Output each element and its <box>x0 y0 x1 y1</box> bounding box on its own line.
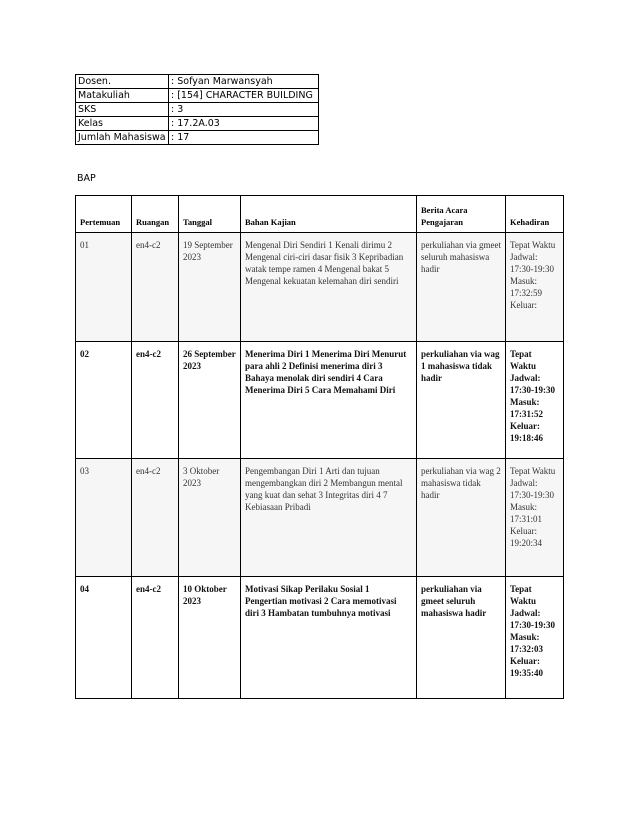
cell-ruangan: en4-c2 <box>132 459 179 577</box>
cell-pertemuan: 01 <box>76 233 132 342</box>
info-value: : 17.2A.03 <box>169 117 319 131</box>
cell-berita: perkuliahan via wag 2 mahasiswa tidak hadir <box>417 459 506 577</box>
info-row <box>76 75 319 89</box>
table-header-row <box>76 196 564 233</box>
cell-pertemuan: 04 <box>76 577 132 699</box>
table-row <box>76 233 564 342</box>
header-bahan-kajian: Bahan Kajian <box>241 196 417 233</box>
cell-ruangan: en4-c2 <box>132 342 179 459</box>
table-row <box>76 459 564 577</box>
info-row <box>76 89 319 103</box>
cell-bahan: Menerima Diri 1 Menerima Diri Menurut para ahli 2 Definisi menerima diri 3 Bahaya menolak diri sendiri 4 Cara Menerima Diri 5 Cara Memahami Diri <box>241 342 417 459</box>
cell-bahan: Pengembangan Diri 1 Arti dan tujuan mengembangkan diri 2 Membangun mental yang kuat dan sehat 3 Integritas diri 4 7 Kebiasaan Pribadi <box>241 459 417 577</box>
info-label: Dosen. <box>76 75 169 89</box>
info-label: Matakuliah <box>76 89 169 103</box>
header-kehadiran: Kehadiran <box>506 196 564 233</box>
cell-bahan: Mengenal Diri Sendiri 1 Kenali dirimu 2 Mengenal ciri-ciri dasar fisik 3 Kepribadian watak tempe ramen 4 Mengenal bakat 5 Mengenal kekuatan kelemahan diri sendiri <box>241 233 417 342</box>
cell-ruangan: en4-c2 <box>132 577 179 699</box>
course-info-table <box>75 74 319 145</box>
info-label: Kelas <box>76 117 169 131</box>
cell-pertemuan: 02 <box>76 342 132 459</box>
bap-title: BAP <box>77 173 96 184</box>
cell-kehadiran: Tepat Waktu Jadwal: 17:30-19:30 Masuk: 17:31:52 Keluar: 19:18:46 <box>506 342 564 459</box>
info-value: : 17 <box>169 131 319 145</box>
cell-pertemuan: 03 <box>76 459 132 577</box>
header-berita-acara: Berita Acara Pengajaran <box>417 196 506 233</box>
info-value: : Sofyan Marwansyah <box>169 75 319 89</box>
cell-bahan: Motivasi Sikap Perilaku Sosial 1 Pengertian motivasi 2 Cara memotivasi diri 3 Hambatan tumbuhnya motivasi <box>241 577 417 699</box>
info-value: : [154] CHARACTER BUILDING <box>169 89 319 103</box>
cell-kehadiran: Tepat Waktu Jadwal: 17:30-19:30 Masuk: 17:31:01 Keluar: 19:20:34 <box>506 459 564 577</box>
table-row <box>76 577 564 699</box>
header-tanggal: Tanggal <box>179 196 241 233</box>
cell-ruangan: en4-c2 <box>132 233 179 342</box>
cell-berita: perkuliahan via wag 1 mahasiswa tidak hadir <box>417 342 506 459</box>
info-value: : 3 <box>169 103 319 117</box>
cell-berita: perkuliahan via gmeet seluruh mahasiswa hadir <box>417 577 506 699</box>
bap-table <box>75 195 564 699</box>
cell-tanggal: 19 September 2023 <box>179 233 241 342</box>
cell-kehadiran: Tepat Waktu Jadwal: 17:30-19:30 Masuk: 17:32:03 Keluar: 19:35:40 <box>506 577 564 699</box>
cell-tanggal: 10 Oktober 2023 <box>179 577 241 699</box>
info-row <box>76 117 319 131</box>
info-label: SKS <box>76 103 169 117</box>
cell-tanggal: 26 September 2023 <box>179 342 241 459</box>
cell-kehadiran: Tepat Waktu Jadwal: 17:30-19:30 Masuk: 17:32:59 Keluar: <box>506 233 564 342</box>
cell-tanggal: 3 Oktober 2023 <box>179 459 241 577</box>
cell-berita: perkuliahan via gmeet seluruh mahasiswa hadir <box>417 233 506 342</box>
info-label: Jumlah Mahasiswa <box>76 131 169 145</box>
table-row <box>76 342 564 459</box>
info-row <box>76 131 319 145</box>
header-pertemuan: Pertemuan <box>76 196 132 233</box>
info-row <box>76 103 319 117</box>
header-ruangan: Ruangan <box>132 196 179 233</box>
